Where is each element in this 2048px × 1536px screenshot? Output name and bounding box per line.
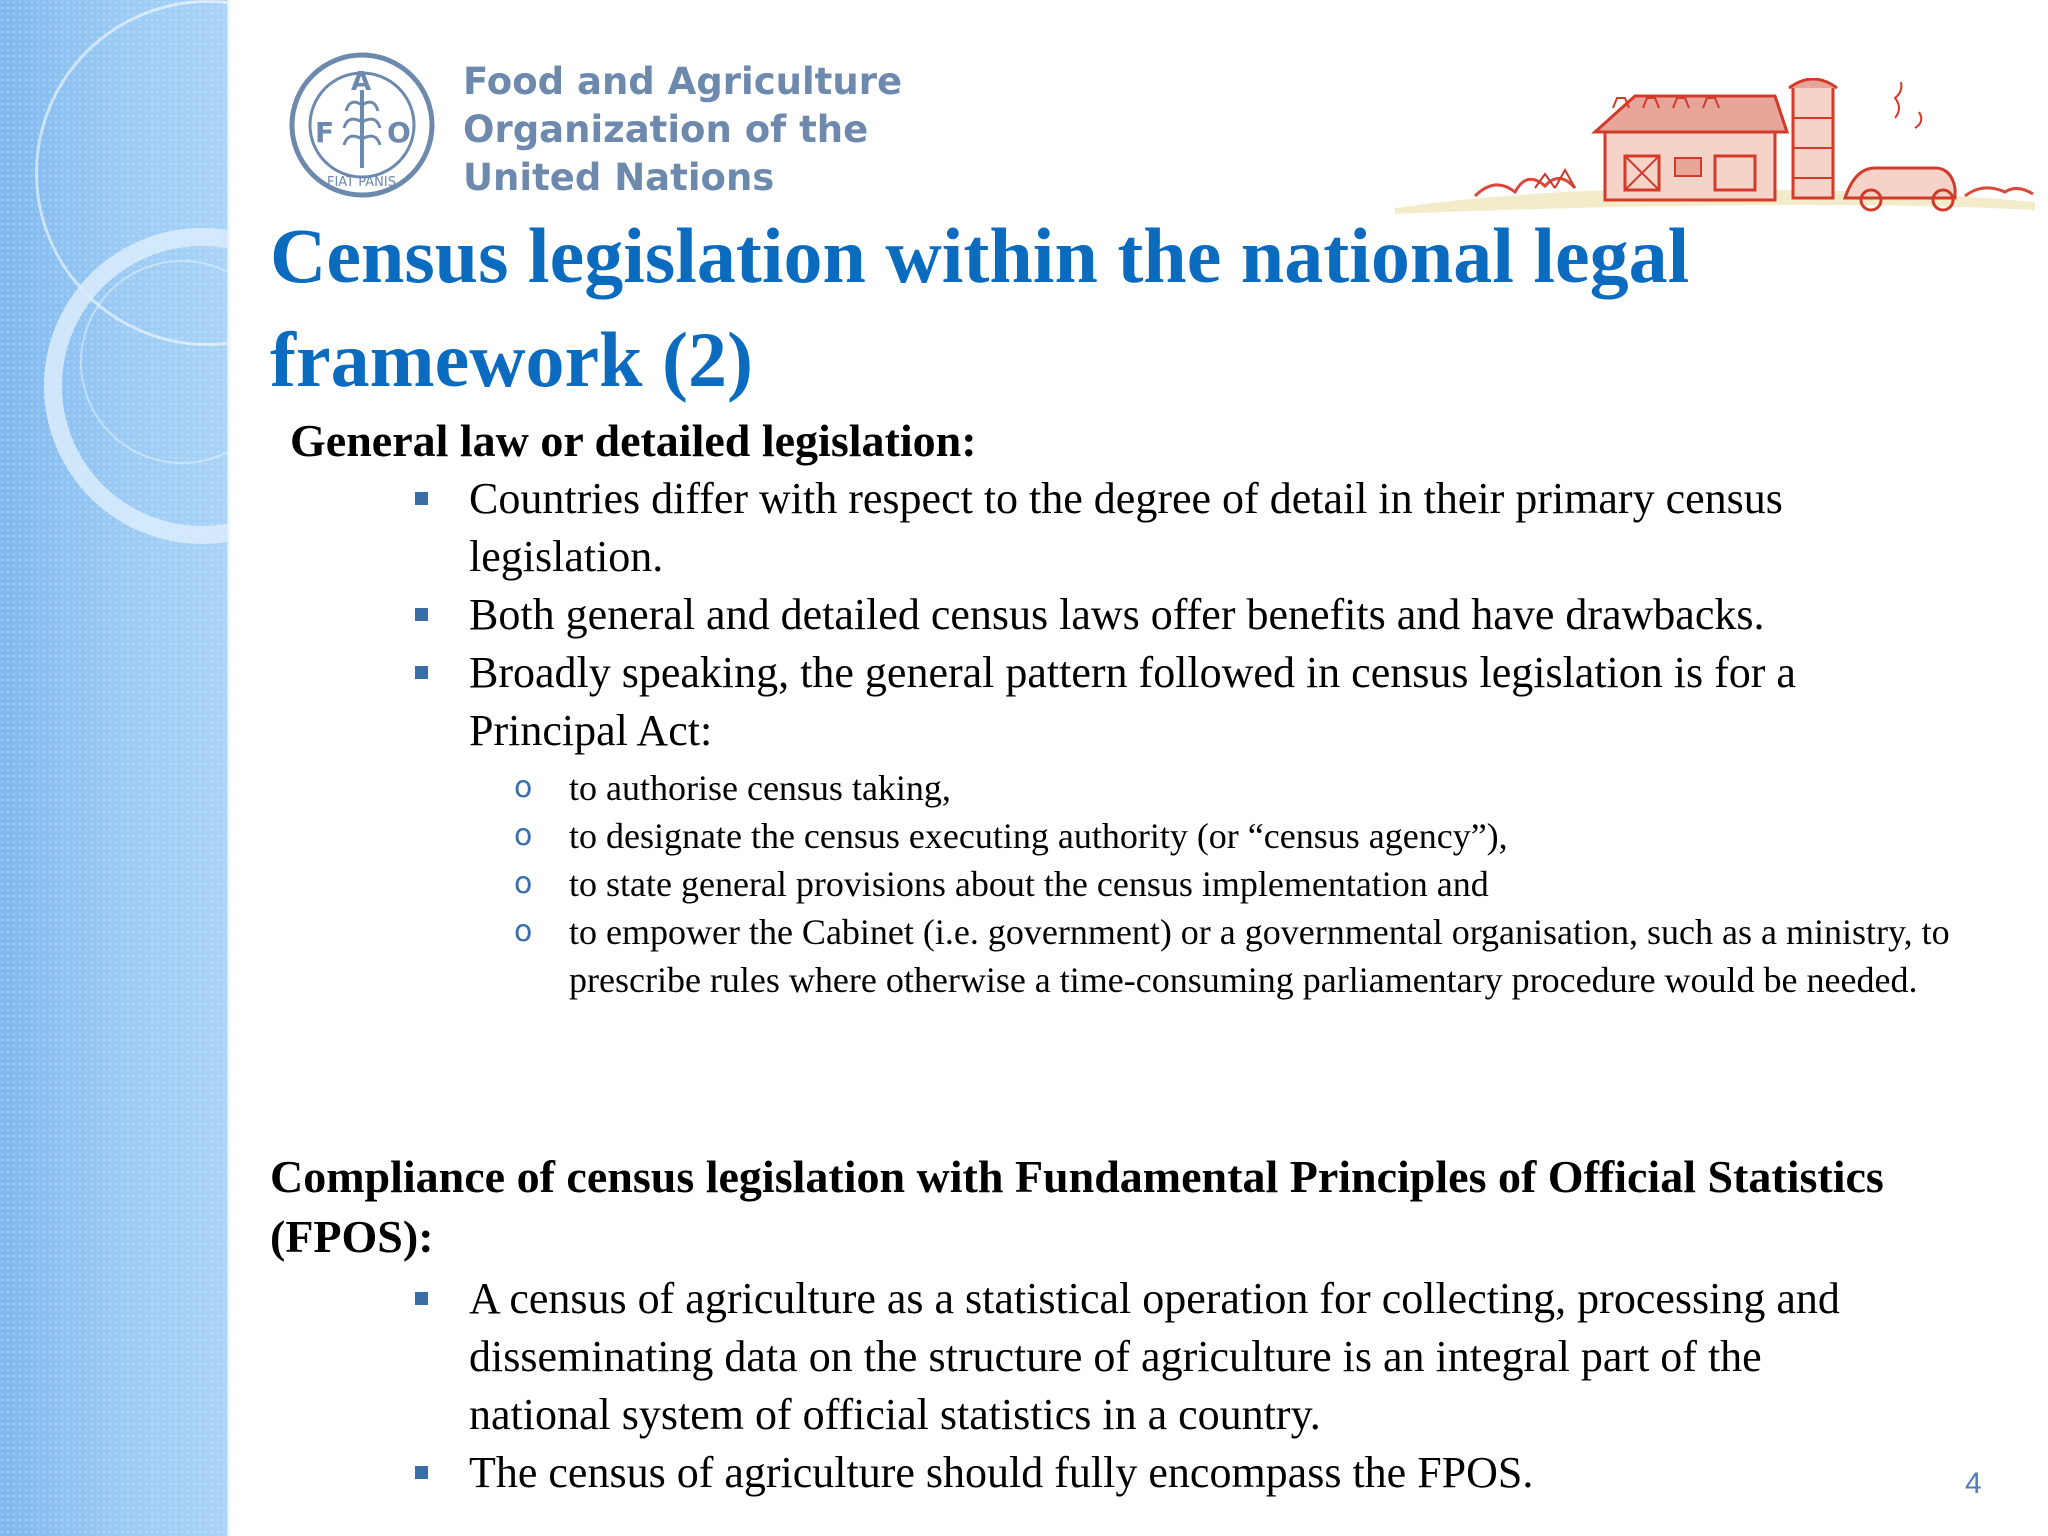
general-law-bullets	[415, 470, 1950, 1004]
organization-name	[463, 58, 903, 202]
square-bullet-icon	[415, 492, 428, 505]
list-item	[415, 644, 1950, 1004]
logo-letter: A	[351, 67, 372, 97]
square-bullet-icon	[415, 608, 428, 621]
fao-logo	[287, 50, 437, 200]
sub-list-item	[514, 764, 2004, 812]
bullet-text: Both general and detailed census laws offer benefits and have drawbacks.	[469, 590, 1765, 639]
section-heading-fpos-compliance: Compliance of census legislation with Fundamental Principles of Official Statistics (FPOS):	[270, 1151, 1884, 1262]
band-separator	[227, 0, 231, 1536]
square-bullet-icon	[415, 1466, 428, 1479]
bullet-text: Broadly speaking, the general pattern followed in census legislation is for a Principal Act:	[469, 648, 1796, 755]
sub-bullet-text: to designate the census executing authority (or “census agency”),	[569, 816, 1508, 856]
sub-list-item	[514, 812, 2004, 860]
logo-letter: O	[387, 116, 411, 149]
bullet-text: Countries differ with respect to the degree of detail in their primary census legislation.	[469, 474, 1783, 581]
list-item	[415, 470, 1845, 586]
principal-act-sub-bullets	[514, 764, 2004, 1004]
section-heading-general-law: General law or detailed legislation:	[290, 415, 977, 466]
list-item	[415, 1270, 1845, 1444]
sub-bullet-text: to state general provisions about the census implementation and	[569, 864, 1489, 904]
org-name-line: United Nations	[463, 156, 775, 199]
circle-bullet-icon: o	[514, 914, 533, 949]
square-bullet-icon	[415, 1292, 428, 1305]
sub-bullet-text: to authorise census taking,	[569, 768, 951, 808]
sub-list-item	[514, 908, 2004, 1004]
list-item	[415, 586, 1845, 644]
logo-motto: FIAT PANIS	[327, 175, 396, 190]
circle-bullet-icon: o	[514, 866, 533, 901]
list-item	[415, 1444, 1845, 1502]
fpos-bullets	[415, 1270, 1845, 1502]
sub-bullet-text: to empower the Cabinet (i.e. government) or a governmental organisation, such as a ministry, to prescribe rules where otherwise a time-consuming parliamentary procedure would be needed.	[569, 912, 1950, 1000]
left-decorative-band	[0, 0, 227, 1536]
bullet-text: The census of agriculture should fully encompass the FPOS.	[469, 1448, 1534, 1497]
farm-illustration	[1395, 78, 2035, 220]
page-number: 4	[1965, 1467, 1982, 1500]
bullet-text: A census of agriculture as a statistical operation for collecting, processing and disseminating data on the structure of agriculture is an integral part of the national system of official statistics in a country.	[469, 1274, 1840, 1439]
sub-list-item	[514, 860, 2004, 908]
square-bullet-icon	[415, 666, 428, 679]
org-name-line: Organization of the	[463, 108, 869, 151]
org-name-line: Food and Agriculture	[463, 60, 903, 103]
slide-title: Census legislation within the national legal framework (2)	[270, 212, 1690, 403]
circle-bullet-icon: o	[514, 770, 533, 805]
logo-letter: F	[315, 116, 335, 149]
circle-bullet-icon: o	[514, 818, 533, 853]
